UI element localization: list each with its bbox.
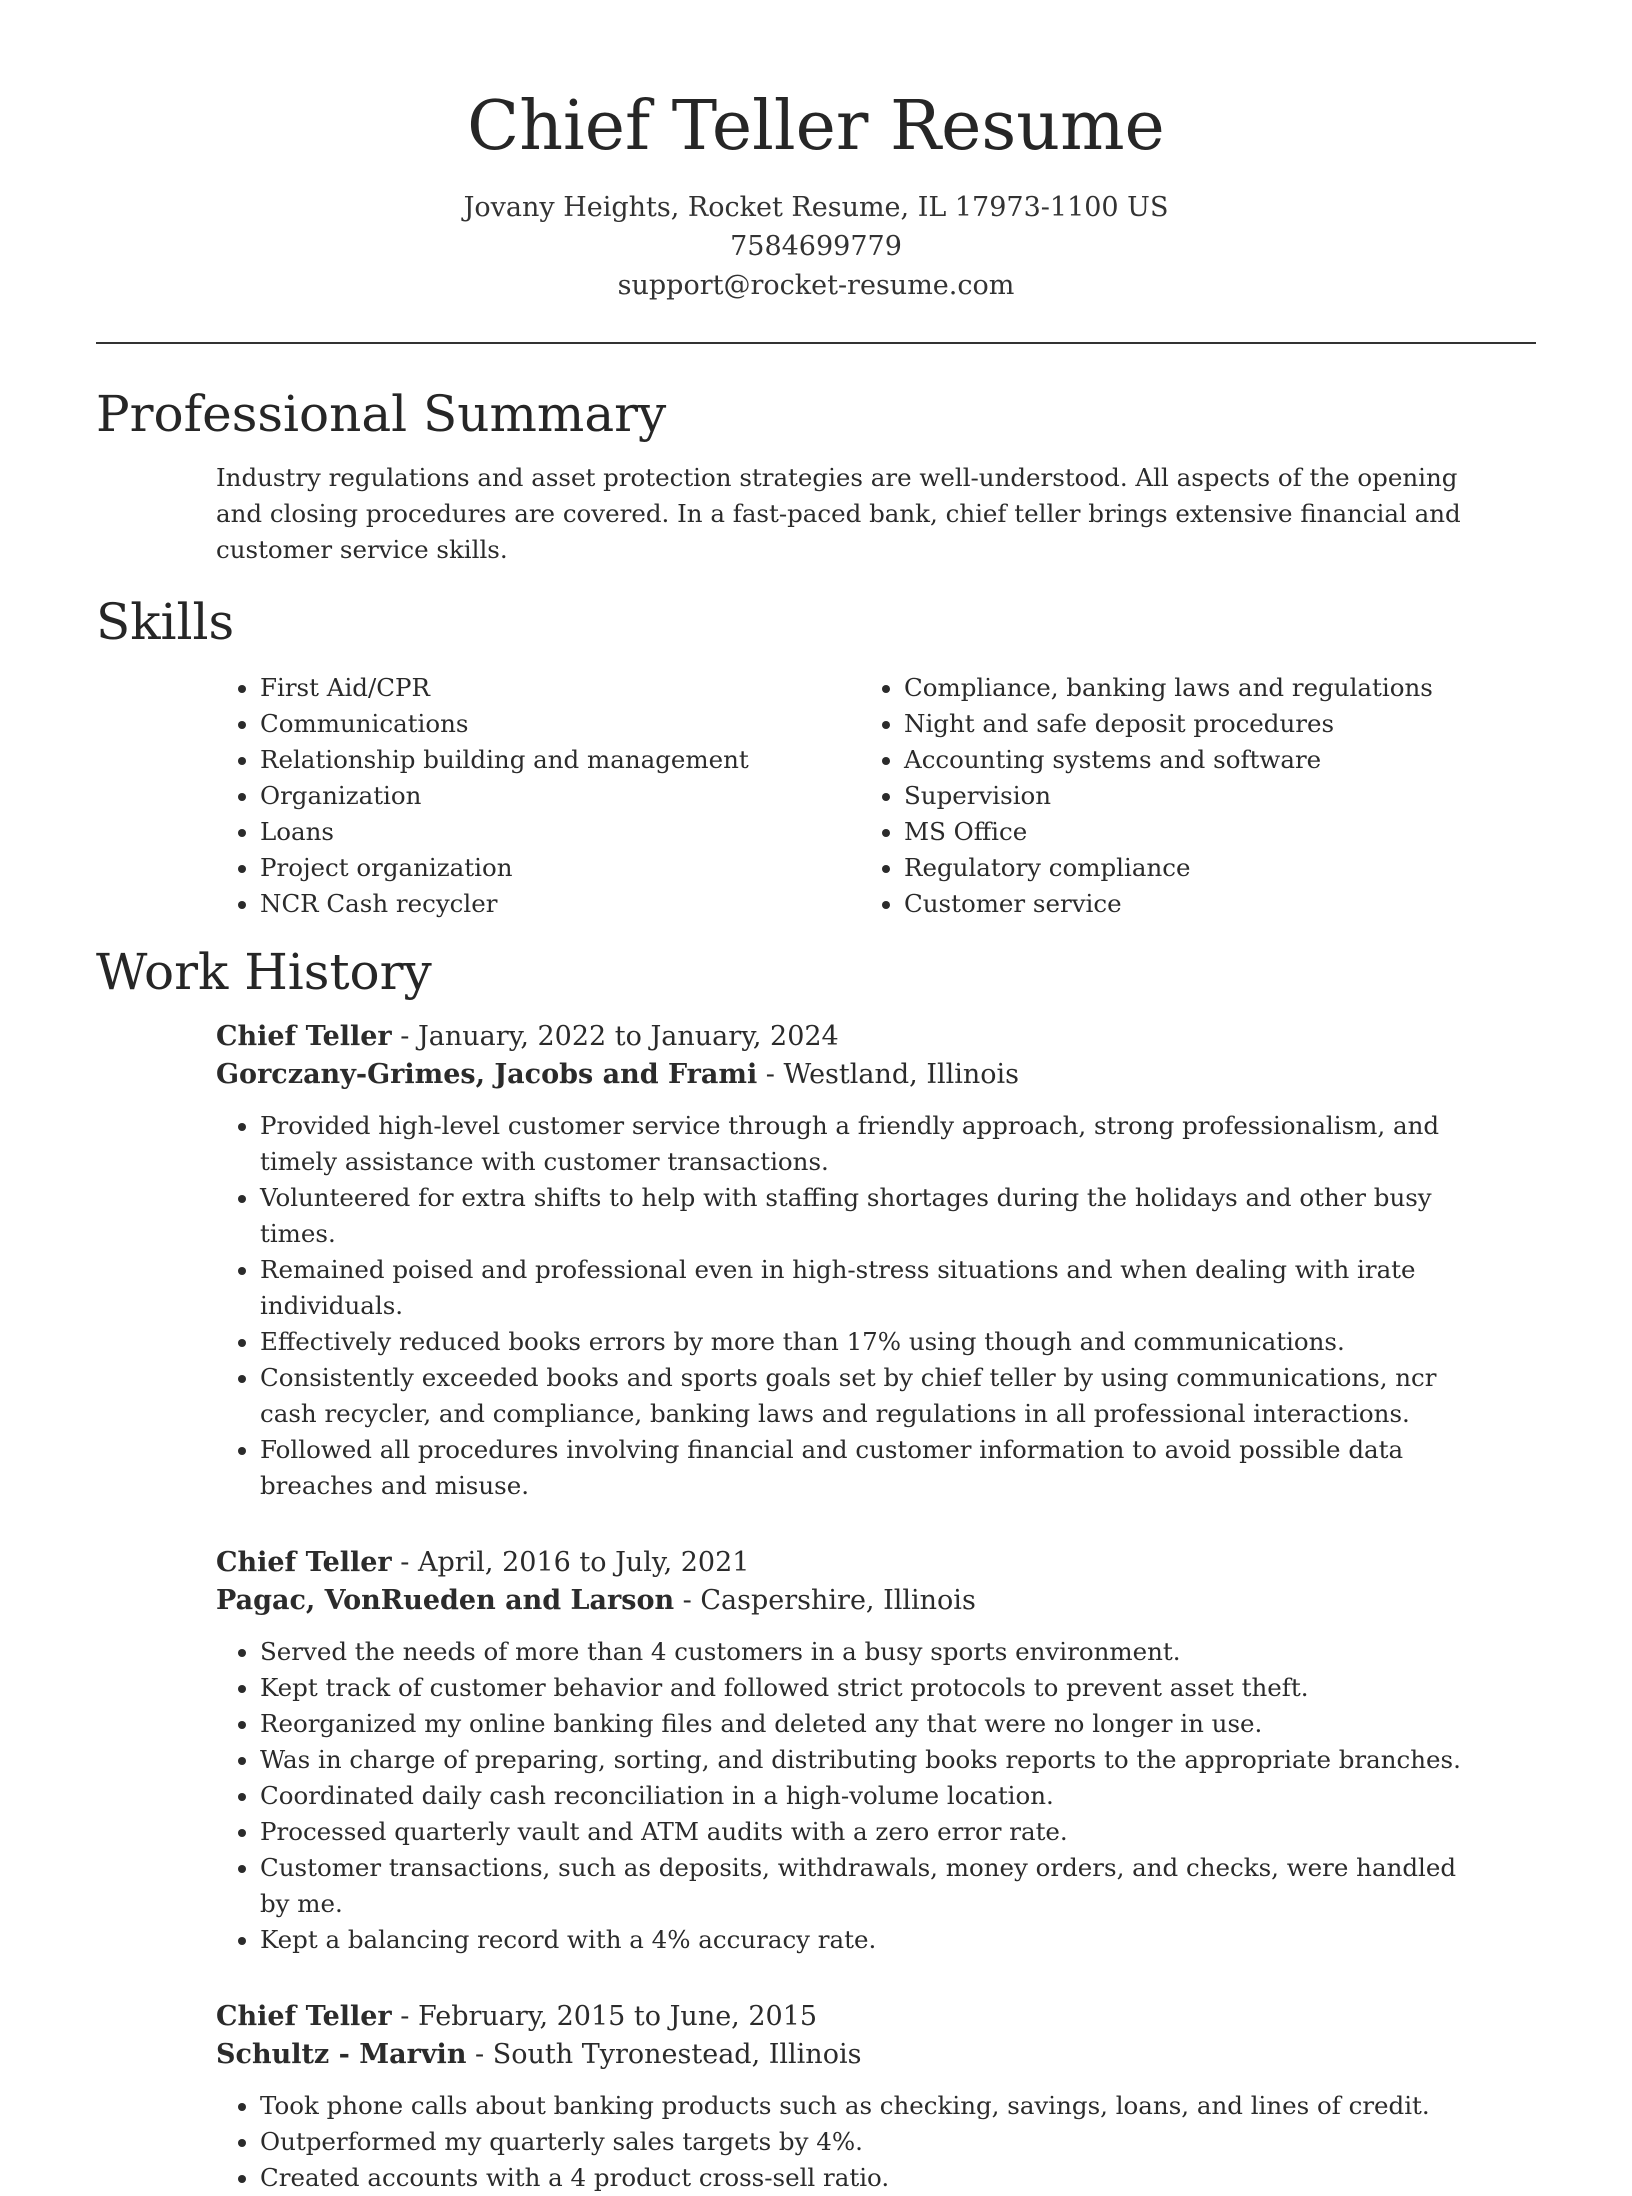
list-item: • Effectively reduced books errors by more than 17% using though and communications. <box>260 1324 1480 1360</box>
skills-section <box>96 586 1536 922</box>
job-title: Chief Teller <box>216 1021 392 1052</box>
work-section <box>96 936 1536 2196</box>
list-item: • Accounting systems and software <box>904 742 1524 778</box>
list-item: • Regulatory compliance <box>904 850 1524 886</box>
job-bullets <box>216 2088 1480 2196</box>
summary-text: Industry regulations and asset protection strategies are well-understood. All aspects of the opening and closing procedures are covered. In a fast-paced bank, chief teller brings extensive financial and customer service skills. <box>216 463 1461 564</box>
list-item: • Night and safe deposit procedures <box>904 706 1524 742</box>
job-entry: Chief Teller - January, 2022 to January, 2024 Gorczany-Grimes, Jacobs and Frami - Westland, Illinois • Provided high-level customer service through a friendly approach, strong professionalism, and timely assistance with customer transactions. • Volunteered for extra shifts to help with staffing shortages during the holidays and other busy times. • Remained poised and professional even in high-stress situations and when dealing with irate individuals. • Effectively reduced books errors by more than 17% using though and communications. • Consistently exceeded books and sports goals set by chief teller by using communications, ncr cash recycler, and compliance, banking laws and regulations in all professional interactions. • Followed all procedures involving financial and customer information to avoid possible data breaches and misuse. <box>216 1018 1536 1504</box>
job-dates: April, 2016 to July, 2021 <box>417 1547 750 1578</box>
list-item: • Volunteered for extra shifts to help with staffing shortages during the holidays and other busy times. <box>260 1180 1480 1252</box>
skills-columns <box>216 670 1536 922</box>
list-item: • NCR Cash recycler <box>260 886 860 922</box>
list-item: • Reorganized my online banking files and deleted any that were no longer in use. <box>260 1706 1480 1742</box>
resume-title: Chief Teller Resume <box>467 87 1165 166</box>
list-item: • Remained poised and professional even in high-stress situations and when dealing with irate individuals. <box>260 1252 1480 1324</box>
list-item: • Loans <box>260 814 860 850</box>
work-heading: Work History <box>96 943 432 1001</box>
job-company: Schultz - Marvin <box>216 2039 467 2070</box>
address: Jovany Heights, Rocket Resume, IL 17973-1100 US <box>463 192 1169 223</box>
resume-body <box>96 378 1536 2196</box>
job-title: Chief Teller <box>216 2001 392 2032</box>
job-location: Caspershire, Illinois <box>700 1585 976 1616</box>
list-item: • Kept a balancing record with a 4% accuracy rate. <box>260 1922 1480 1958</box>
list-item: • Customer service <box>904 886 1524 922</box>
job-company: Pagac, VonRueden and Larson <box>216 1585 675 1616</box>
list-item: • Took phone calls about banking products such as checking, savings, loans, and lines of credit. <box>260 2088 1480 2124</box>
resume-header <box>0 0 1632 305</box>
list-item: • First Aid/CPR <box>260 670 860 706</box>
email: support@rocket-resume.com <box>617 270 1015 301</box>
list-item: • Was in charge of preparing, sorting, and distributing books reports to the appropriate branches. <box>260 1742 1480 1778</box>
skills-heading: Skills <box>96 593 235 651</box>
job-entry: Chief Teller - February, 2015 to June, 2015 Schultz - Marvin - South Tyronestead, Illinois • Took phone calls about banking products such as checking, savings, loans, and lines of credit. • Outperformed my quarterly sales targets by 4%. • Created accounts with a 4 product cross-sell ratio. <box>216 1998 1536 2196</box>
summary-heading: Professional Summary <box>96 385 667 443</box>
list-item: • Communications <box>260 706 860 742</box>
list-item: • MS Office <box>904 814 1524 850</box>
skills-list-left <box>216 670 860 922</box>
skills-list-right <box>860 670 1524 922</box>
list-item: • Coordinated daily cash reconciliation in a high-volume location. <box>260 1778 1480 1814</box>
job-location: Westland, Illinois <box>783 1059 1020 1090</box>
summary-section <box>96 378 1536 568</box>
list-item: • Followed all procedures involving financial and customer information to avoid possible data breaches and misuse. <box>260 1432 1480 1504</box>
list-item: • Organization <box>260 778 860 814</box>
list-item: • Served the needs of more than 4 customers in a busy sports environment. <box>260 1634 1480 1670</box>
job-title: Chief Teller <box>216 1547 392 1578</box>
list-item: • Supervision <box>904 778 1524 814</box>
list-item: • Provided high-level customer service through a friendly approach, strong professionalism, and timely assistance with customer transactions. <box>260 1108 1480 1180</box>
job-dates: February, 2015 to June, 2015 <box>417 2001 818 2032</box>
job-company: Gorczany-Grimes, Jacobs and Frami <box>216 1059 758 1090</box>
job-location: South Tyronestead, Illinois <box>492 2039 862 2070</box>
list-item: • Relationship building and management <box>260 742 860 778</box>
list-item: • Consistently exceeded books and sports goals set by chief teller by using communications, ncr cash recycler, and compliance, banking laws and regulations in all professional interactions. <box>260 1360 1480 1432</box>
list-item: • Created accounts with a 4 product cross-sell ratio. <box>260 2160 1480 2196</box>
job-bullets <box>216 1634 1480 1958</box>
contact-info <box>0 188 1632 305</box>
list-item: • Customer transactions, such as deposits, withdrawals, money orders, and checks, were handled by me. <box>260 1850 1480 1922</box>
list-item: • Project organization <box>260 850 860 886</box>
phone: 7584699779 <box>730 231 902 262</box>
list-item: • Processed quarterly vault and ATM audits with a zero error rate. <box>260 1814 1480 1850</box>
list-item: • Compliance, banking laws and regulations <box>904 670 1524 706</box>
job-entry: Chief Teller - April, 2016 to July, 2021 Pagac, VonRueden and Larson - Caspershire, Illinois • Served the needs of more than 4 customers in a busy sports environment. • Kept track of customer behavior and followed strict protocols to prevent asset theft. • Reorganized my online banking files and deleted any that were no longer in use. • Was in charge of preparing, sorting, and distributing books reports to the appropriate branches. • Coordinated daily cash reconciliation in a high-volume location. • Processed quarterly vault and ATM audits with a zero error rate. • Customer transactions, such as deposits, withdrawals, money orders, and checks, were handled by me. • Kept a balancing record with a 4% accuracy rate. <box>216 1544 1536 1958</box>
job-dates: January, 2022 to January, 2024 <box>417 1021 839 1052</box>
job-bullets <box>216 1108 1480 1504</box>
list-item: • Kept track of customer behavior and followed strict protocols to prevent asset theft. <box>260 1670 1480 1706</box>
header-divider <box>96 342 1536 344</box>
list-item: • Outperformed my quarterly sales targets by 4%. <box>260 2124 1480 2160</box>
